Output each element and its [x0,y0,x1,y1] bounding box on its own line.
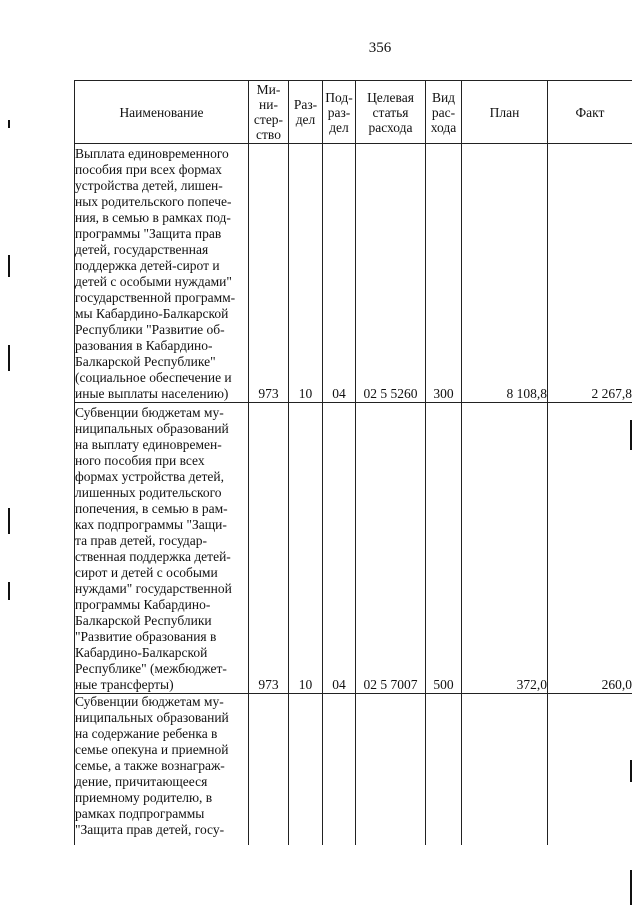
table-row [75,144,633,403]
row-fact: 260,0 [548,403,633,694]
row-ministry: 973 [249,403,289,694]
scan-artifact [8,508,10,534]
budget-table [74,80,632,845]
header-plan: План [462,81,548,144]
row-subsection [323,694,356,846]
header-section: Раз- дел [289,81,323,144]
header-fact: Факт [548,81,633,144]
scan-artifact [630,420,632,450]
header-target: Целевая статья расхода [356,81,426,144]
row-name: Выплата единовременного пособия при всех формах устройства детей, лишен- ных родительского попече- ния, в семью в рамках под- программы "Защита прав детей, государственная поддержка детей-сирот и детей с особыми нуждами" государственной программ- мы Кабардино-Балкарской Республики "Развитие об- разования в Кабардино- Балкарской Республике" (социальное обеспечение и иные выплаты населению) [75,144,249,403]
header-type: Вид рас- хода [426,81,462,144]
scan-artifact [630,870,632,905]
row-type [426,694,462,846]
row-plan: 8 108,8 [462,144,548,403]
row-target [356,694,426,846]
row-fact: 2 267,8 [548,144,633,403]
row-subsection: 04 [323,403,356,694]
row-plan [462,694,548,846]
row-type: 500 [426,403,462,694]
scan-artifact [630,760,632,782]
scan-artifact [8,120,10,128]
header-subsection: Под- раз- дел [323,81,356,144]
row-plan: 372,0 [462,403,548,694]
row-section: 10 [289,144,323,403]
row-ministry: 973 [249,144,289,403]
table-row [75,403,633,694]
row-target: 02 5 7007 [356,403,426,694]
row-section: 10 [289,403,323,694]
table-container [74,80,632,845]
row-ministry [249,694,289,846]
row-name: Субвенции бюджетам му- ниципальных образований на содержание ребенка в семье опекуна и приемной семье, а также вознаграж- дение, причитающееся приемному родителю, в рамках подпрограммы "Защита прав детей, госу- [75,694,249,846]
row-type: 300 [426,144,462,403]
page-number: 356 [368,40,392,56]
header-name: Наименование [75,81,249,144]
table-row [75,694,633,846]
row-section [289,694,323,846]
scan-artifact [8,582,10,600]
row-subsection: 04 [323,144,356,403]
scan-artifact [8,255,10,277]
scan-artifact [8,345,10,371]
row-name: Субвенции бюджетам му- ниципальных образований на выплату единовремен- ного пособия при всех формах устройства детей, лишенных родительского попечения, в семью в рам- ках подпрограммы "Защи- та прав детей, государ- ственная поддержка детей- сирот и детей с особыми нуждами" государственной программы Кабардино- Балкарской Республики "Развитие образования в Кабардино-Балкарской Республике" (межбюджет- ные трансферты) [75,403,249,694]
header-ministry: Ми- ни- стер- ство [249,81,289,144]
row-fact [548,694,633,846]
table-header-row [75,81,633,144]
row-target: 02 5 5260 [356,144,426,403]
